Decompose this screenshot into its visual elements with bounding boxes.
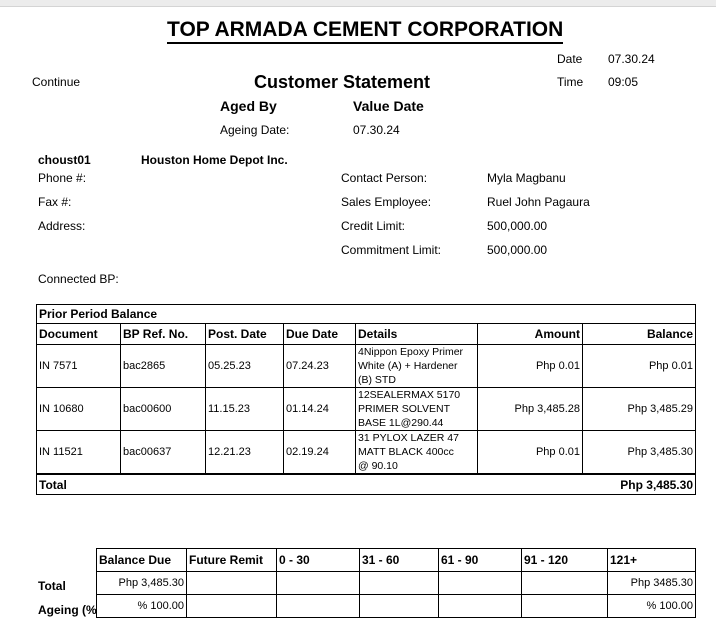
amount-cell: Php 0.01: [478, 431, 583, 475]
credit-limit-value: 500,000.00: [487, 219, 548, 233]
total-spacer: [478, 474, 583, 495]
aging-cell: Php 3,485.30: [97, 572, 187, 595]
credit-limit-label: Credit Limit:: [341, 219, 406, 233]
aging-percent-row: [97, 595, 696, 618]
aging-col-91-120: 91 - 120: [522, 549, 608, 572]
details-line: @ 90.10: [358, 460, 398, 472]
customer-name: Houston Home Depot Inc.: [141, 153, 288, 167]
commitment-limit-label: Commitment Limit:: [341, 243, 442, 257]
aging-cell: [439, 572, 522, 595]
sales-employee-value: Ruel John Pagaura: [487, 195, 590, 209]
aging-cell: [277, 572, 360, 595]
due-date-cell: 02.19.24: [284, 431, 356, 475]
window-top-bar: [0, 0, 716, 7]
total-row: [37, 474, 696, 495]
aging-col-balance-due: Balance Due: [97, 549, 187, 572]
details-line: MATT BLACK 400cc: [358, 446, 454, 458]
col-header-balance: Balance: [583, 324, 696, 345]
details-cell: [356, 345, 478, 388]
time-label: Time: [557, 75, 584, 89]
continue-label: Continue: [32, 75, 81, 89]
document-cell: IN 10680: [37, 388, 121, 431]
col-header-amount: Amount: [478, 324, 583, 345]
table-header-row: [37, 324, 696, 345]
details-line: 31 PYLOX LAZER 47: [358, 432, 459, 444]
connected-bp-label: Connected BP:: [38, 272, 119, 286]
contact-person-label: Contact Person:: [341, 171, 428, 185]
aging-cell: % 100.00: [97, 595, 187, 618]
amount-cell: Php 0.01: [478, 345, 583, 388]
table-row: [37, 388, 696, 431]
company-name: TOP ARMADA CEMENT CORPORATION: [167, 18, 563, 44]
aging-col-31-60: 31 - 60: [360, 549, 439, 572]
aging-col-0-30: 0 - 30: [277, 549, 360, 572]
due-date-cell: 01.14.24: [284, 388, 356, 431]
prior-period-caption: Prior Period Balance: [37, 305, 696, 324]
aging-col-121-plus: 121+: [608, 549, 696, 572]
fax-label: Fax #:: [38, 195, 72, 209]
aging-cell: [522, 595, 608, 618]
details-line: PRIMER SOLVENT: [358, 403, 450, 415]
post-date-cell: 05.25.23: [206, 345, 284, 388]
col-header-due-date: Due Date: [284, 324, 356, 345]
aged-by-value: Value Date: [353, 98, 424, 114]
statement-title: Customer Statement: [254, 72, 431, 92]
col-header-document: Document: [37, 324, 121, 345]
total-label: Total: [37, 474, 478, 495]
document-cell: IN 11521: [37, 431, 121, 475]
customer-code: choust01: [38, 153, 91, 167]
aging-cell: [360, 595, 439, 618]
aging-cell: [439, 595, 522, 618]
sales-employee-label: Sales Employee:: [341, 195, 432, 209]
prior-period-table: [36, 304, 696, 495]
total-value: Php 3,485.30: [583, 474, 696, 495]
date-label: Date: [557, 52, 583, 66]
phone-label: Phone #:: [38, 171, 87, 185]
bp-ref-cell: bac00600: [121, 388, 206, 431]
details-line: 12SEALERMAX 5170: [358, 389, 461, 401]
date-value: 07.30.24: [608, 52, 655, 66]
aging-total-label: Total: [38, 579, 66, 593]
ageing-date-value: 07.30.24: [353, 123, 400, 137]
aged-by-label: Aged By: [220, 98, 277, 114]
amount-cell: Php 3,485.28: [478, 388, 583, 431]
details-line: White (A) + Hardener: [358, 360, 458, 372]
col-header-post-date: Post. Date: [206, 324, 284, 345]
document-cell: IN 7571: [37, 345, 121, 388]
details-cell: [356, 431, 478, 475]
address-label: Address:: [38, 219, 86, 233]
details-line: (B) STD: [358, 374, 396, 386]
commitment-limit-value: 500,000.00: [487, 243, 548, 257]
post-date-cell: 11.15.23: [206, 388, 284, 431]
post-date-cell: 12.21.23: [206, 431, 284, 475]
aging-cell: [522, 572, 608, 595]
details-line: BASE 1L@290.44: [358, 417, 444, 429]
aging-cell: % 100.00: [608, 595, 696, 618]
details-cell: [356, 388, 478, 431]
col-header-details: Details: [356, 324, 478, 345]
aging-ageing-label: Ageing (%: [38, 603, 97, 617]
aging-cell: [187, 595, 277, 618]
table-row: [37, 431, 696, 475]
aging-cell: [360, 572, 439, 595]
aging-cell: Php 3485.30: [608, 572, 696, 595]
aging-header-row: [97, 549, 696, 572]
balance-cell: Php 3,485.29: [583, 388, 696, 431]
aging-total-row: [97, 572, 696, 595]
table-row: [37, 345, 696, 388]
balance-cell: Php 0.01: [583, 345, 696, 388]
ageing-date-label: Ageing Date:: [220, 123, 290, 137]
contact-person-value: Myla Magbanu: [487, 171, 566, 185]
balance-cell: Php 3,485.30: [583, 431, 696, 475]
aging-col-future-remit: Future Remit: [187, 549, 277, 572]
bp-ref-cell: bac2865: [121, 345, 206, 388]
aging-summary-table: [96, 548, 696, 618]
col-header-bp-ref: BP Ref. No.: [121, 324, 206, 345]
time-value: 09:05: [608, 75, 639, 89]
aging-cell: [187, 572, 277, 595]
aging-col-61-90: 61 - 90: [439, 549, 522, 572]
details-line: 4Nippon Epoxy Primer: [358, 346, 464, 358]
bp-ref-cell: bac00637: [121, 431, 206, 475]
aging-cell: [277, 595, 360, 618]
due-date-cell: 07.24.23: [284, 345, 356, 388]
